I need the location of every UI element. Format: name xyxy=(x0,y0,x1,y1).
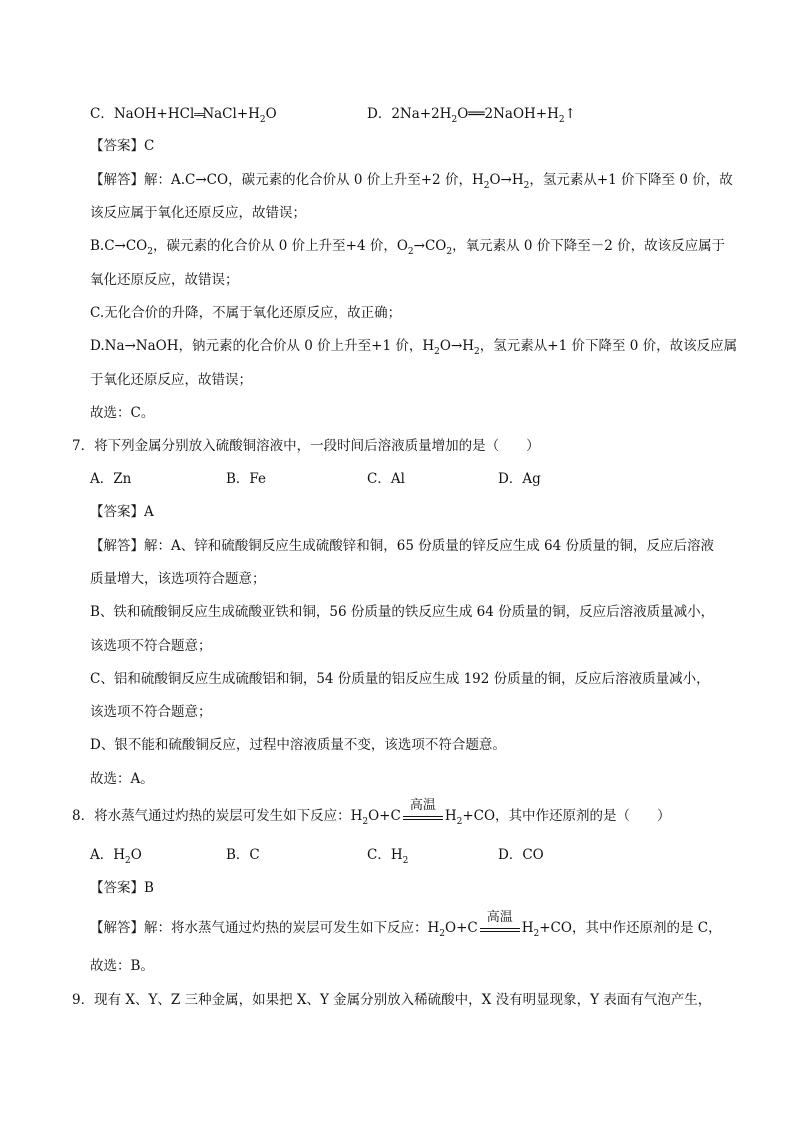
q6-option-d-mid: O══2NaOH+H xyxy=(457,106,559,122)
q7-explanation-line-7: D、银不能和硫酸铜反应，过程中溶液质量不变，该选项不符合题意。 xyxy=(90,737,506,753)
q6-option-d-text: D．2Na+2H xyxy=(367,106,452,122)
q7-option-a: A．Zn xyxy=(90,471,132,487)
q6-explanation-line-2: 该反应属于氧化还原反应，故错误； xyxy=(90,205,306,221)
text: A．H xyxy=(90,847,126,863)
text: H xyxy=(444,808,457,824)
text: O→H xyxy=(439,338,475,354)
q6-option-c-tail: O xyxy=(265,106,277,122)
equals-bar-top xyxy=(480,928,520,929)
q7-explanation-line-4: 该选项不符合题意； xyxy=(90,638,212,654)
text: B.C→CO xyxy=(90,238,148,254)
q7-option-b: B．Fe xyxy=(226,471,267,487)
subscript: 2 xyxy=(434,347,440,357)
subscript: 2 xyxy=(439,929,446,939)
q7-explanation-line-6: 该选项不符合题意； xyxy=(90,704,212,720)
subscript: 2 xyxy=(456,817,463,827)
text: 【解答】解：将水蒸气通过灼热的炭层可发生如下反应：H xyxy=(90,920,440,936)
q8-answer: 【答案】B xyxy=(90,880,154,896)
q6-answer: 【答案】C xyxy=(90,138,155,154)
equals-bar-bottom xyxy=(480,931,520,932)
reaction-condition: 高温 xyxy=(486,910,513,925)
q7-option-d: D．Ag xyxy=(498,471,541,487)
text: ，氢元素从+1 价下降至 0 价，故该反应属 xyxy=(479,338,738,354)
q6-explanation-line-3 xyxy=(90,236,725,258)
q6-option-d xyxy=(367,104,576,126)
q6-explanation-line-6 xyxy=(90,336,737,358)
q8-option-c xyxy=(367,845,408,867)
subscript: 2 xyxy=(147,247,153,257)
reaction-condition-arrow xyxy=(401,798,445,826)
subscript: 2 xyxy=(362,817,369,827)
q6-option-d-tail: ↑ xyxy=(564,106,576,122)
text: ，氧元素从 0 价下降至－2 价，故该反应属于 xyxy=(452,238,726,254)
text: +CO，其中作还原剂的是 C， xyxy=(539,920,722,936)
subscript: 2 xyxy=(407,247,414,257)
q6-explanation-line-5: C.无化合价的升降，不属于氧化还原反应，故正确； xyxy=(90,305,402,321)
subscript: 2 xyxy=(483,181,490,191)
q8-option-a xyxy=(90,845,142,867)
q8-stem xyxy=(72,798,671,828)
subscript: 2 xyxy=(402,856,409,866)
text: +CO，其中作还原剂的是（ ） xyxy=(462,808,671,824)
q8-explanation xyxy=(90,910,722,940)
reaction-condition-arrow xyxy=(478,910,522,938)
text: H xyxy=(521,920,534,936)
q7-explanation-line-1: 【解答】解：A、锌和硫酸铜反应生成硫酸锌和铜，65 份质量的锌反应生成 64 份质量的铜，反应后溶液 xyxy=(90,538,714,554)
text: O→H xyxy=(489,172,524,188)
reaction-condition: 高温 xyxy=(409,798,436,813)
text: D.Na→NaOH，钠元素的化合价从 0 价上升至+1 价，H xyxy=(90,338,435,354)
q8-option-d: D．CO xyxy=(498,847,544,863)
q7-explanation-line-5: C、铝和硫酸铜反应生成硫酸铝和铜，54 份质量的铝反应生成 192 份质量的铜，反应后溶液质量减小， xyxy=(90,671,710,687)
q6-option-c-text: C．NaOH+HCl xyxy=(90,106,195,122)
subscript: 2 xyxy=(451,115,458,125)
q6-explanation-line-7: 于氧化还原反应，故错误； xyxy=(90,372,252,388)
text: ，碳元素的化合价从 0 价上升至+4 价，O xyxy=(152,238,408,254)
subscript: 2 xyxy=(259,115,266,125)
q8-option-b: B．C xyxy=(226,847,260,863)
q8-choose: 故选：B。 xyxy=(90,958,154,974)
q7-stem: 7．将下列金属分别放入硫酸铜溶液中，一段时间后溶液质量增加的是（ ） xyxy=(72,438,540,454)
text: O+C xyxy=(368,808,401,824)
q7-explanation-line-3: B、铁和硫酸铜反应生成硫酸亚铁和铜，56 份质量的铁反应生成 64 份质量的铜，反应后溶液质量减小， xyxy=(90,604,715,620)
subscript: 2 xyxy=(125,856,131,866)
text: O xyxy=(130,847,142,863)
q6-explanation-line-4: 氧化还原反应，故错误； xyxy=(90,272,239,288)
q9-stem: 9．现有 X、Y、Z 三种金属，如果把 X、Y 金属分别放入稀硫酸中，X 没有明显现象，Y 表面有气泡产生， xyxy=(72,992,712,1008)
q6-choose: 故选：C。 xyxy=(90,405,155,421)
text: C．H xyxy=(367,847,403,863)
text: 【解答】解：A.C→CO，碳元素的化合价从 0 价上升至+2 价，H xyxy=(90,172,484,188)
subscript: 2 xyxy=(474,347,480,357)
q6-explanation-line-1 xyxy=(90,170,733,192)
subscript: 2 xyxy=(446,247,453,257)
q7-explanation-line-2: 质量增大，该选项符合题意； xyxy=(90,571,266,587)
q6-option-c-product: NaCl+H xyxy=(202,106,260,122)
text: ，氢元素从+1 价下降至 0 价，故 xyxy=(529,172,733,188)
equals-bar-top xyxy=(403,816,443,817)
subscript: 2 xyxy=(558,115,565,125)
equals-bar-bottom xyxy=(403,819,443,820)
text: →CO xyxy=(413,238,447,254)
q6-option-c xyxy=(90,104,277,126)
equals-sign: ══ xyxy=(194,110,203,121)
subscript: 2 xyxy=(523,181,530,191)
q7-answer: 【答案】A xyxy=(90,504,154,520)
text: O+C xyxy=(445,920,478,936)
q7-option-c: C．Al xyxy=(367,471,405,487)
q7-choose: 故选：A。 xyxy=(90,771,154,787)
subscript: 2 xyxy=(533,929,540,939)
text: 8．将水蒸气通过灼热的炭层可发生如下反应：H xyxy=(72,808,363,824)
